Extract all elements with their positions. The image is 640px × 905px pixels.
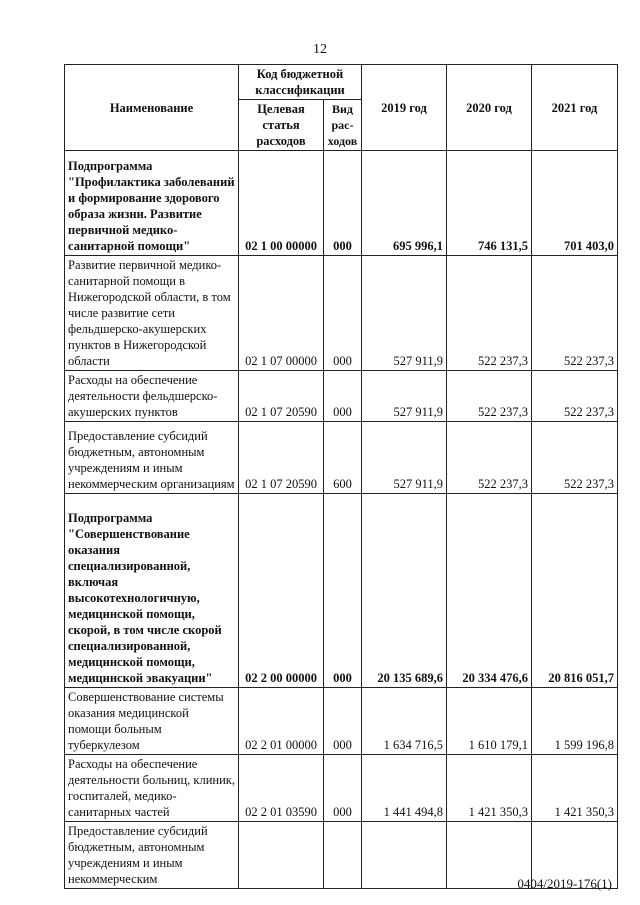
- row-2020: 522 237,3: [447, 422, 532, 494]
- row-expense-type: 000: [324, 494, 362, 688]
- header-target-article: Целевая статья расходов: [239, 100, 324, 151]
- row-2020: 1 610 179,1: [447, 688, 532, 755]
- row-2021: 701 403,0: [532, 151, 618, 256]
- row-name: Совершенствование системы оказания медицинской помощи больным туберкулезом: [65, 688, 239, 755]
- row-2020: 1 421 350,3: [447, 755, 532, 822]
- row-name: Предоставление субсидий бюджетным, автономным учреждениям и иным некоммерческим организациям: [65, 422, 239, 494]
- row-2019: 527 911,9: [362, 422, 447, 494]
- header-expense-type: Вид рас-ходов: [324, 100, 362, 151]
- row-2019: 695 996,1: [362, 151, 447, 256]
- row-code: 02 2 01 00000: [239, 688, 324, 755]
- row-2020: 522 237,3: [447, 371, 532, 422]
- row-expense-type: 000: [324, 151, 362, 256]
- row-name: Развитие первичной медико-санитарной помощи в Нижегородской области, в том числе развитие сети фельдшерско-акушерских пунктов в Нижегородской области: [65, 256, 239, 371]
- row-2020: 522 237,3: [447, 256, 532, 371]
- row-name: Подпрограмма "Профилактика заболеваний и формирование здорового образа жизни. Развитие первичной медико-санитарной помощи": [65, 151, 239, 256]
- row-expense-type: 000: [324, 371, 362, 422]
- row-code: 02 1 00 00000: [239, 151, 324, 256]
- header-2021: 2021 год: [532, 65, 618, 151]
- row-2021: 1 599 196,8: [532, 688, 618, 755]
- table-row: [65, 755, 618, 822]
- row-code: 02 2 01 03590: [239, 755, 324, 822]
- row-code: 02 1 07 20590: [239, 422, 324, 494]
- table-row: [65, 371, 618, 422]
- row-expense-type: 000: [324, 755, 362, 822]
- row-2021: 20 816 051,7: [532, 494, 618, 688]
- table-body: [65, 151, 618, 889]
- header-budget-code: Код бюджетной классификации: [239, 65, 362, 100]
- row-2019: 527 911,9: [362, 371, 447, 422]
- row-2019: 20 135 689,6: [362, 494, 447, 688]
- page-number: 12: [313, 42, 327, 57]
- row-2019: [362, 822, 447, 889]
- row-expense-type: 000: [324, 688, 362, 755]
- row-2021: 522 237,3: [532, 371, 618, 422]
- row-name: Предоставление субсидий бюджетным, автономным учреждениям и иным некоммерческим: [65, 822, 239, 889]
- table-row: [65, 151, 618, 256]
- row-2020: 746 131,5: [447, 151, 532, 256]
- header-name: Наименование: [65, 65, 239, 151]
- row-name: Расходы на обеспечение деятельности больниц, клиник, госпиталей, медико-санитарных частей: [65, 755, 239, 822]
- row-expense-type: 600: [324, 422, 362, 494]
- row-2019: 527 911,9: [362, 256, 447, 371]
- table-row: [65, 494, 618, 688]
- row-2020: 20 334 476,6: [447, 494, 532, 688]
- row-code: [239, 822, 324, 889]
- row-expense-type: 000: [324, 256, 362, 371]
- table-row: [65, 422, 618, 494]
- row-2021: 522 237,3: [532, 256, 618, 371]
- table-row: [65, 688, 618, 755]
- row-code: 02 2 00 00000: [239, 494, 324, 688]
- row-name: Расходы на обеспечение деятельности фельдшерско-акушерских пунктов: [65, 371, 239, 422]
- row-2019: 1 634 716,5: [362, 688, 447, 755]
- table-row: [65, 256, 618, 371]
- document-code: 0404/2019-176(1): [517, 876, 612, 891]
- row-name: Подпрограмма "Совершенствование оказания специализированной, включая высокотехнологичную, медицинской помощи, скорой, в том числе скорой специализированной, медицинской помощи, медицинской эвакуации": [65, 494, 239, 688]
- row-expense-type: [324, 822, 362, 889]
- header-2019: 2019 год: [362, 65, 447, 151]
- row-2021: 522 237,3: [532, 422, 618, 494]
- row-code: 02 1 07 20590: [239, 371, 324, 422]
- budget-table: [64, 64, 618, 889]
- row-code: 02 1 07 00000: [239, 256, 324, 371]
- row-2019: 1 441 494,8: [362, 755, 447, 822]
- header-2020: 2020 год: [447, 65, 532, 151]
- row-2021: 1 421 350,3: [532, 755, 618, 822]
